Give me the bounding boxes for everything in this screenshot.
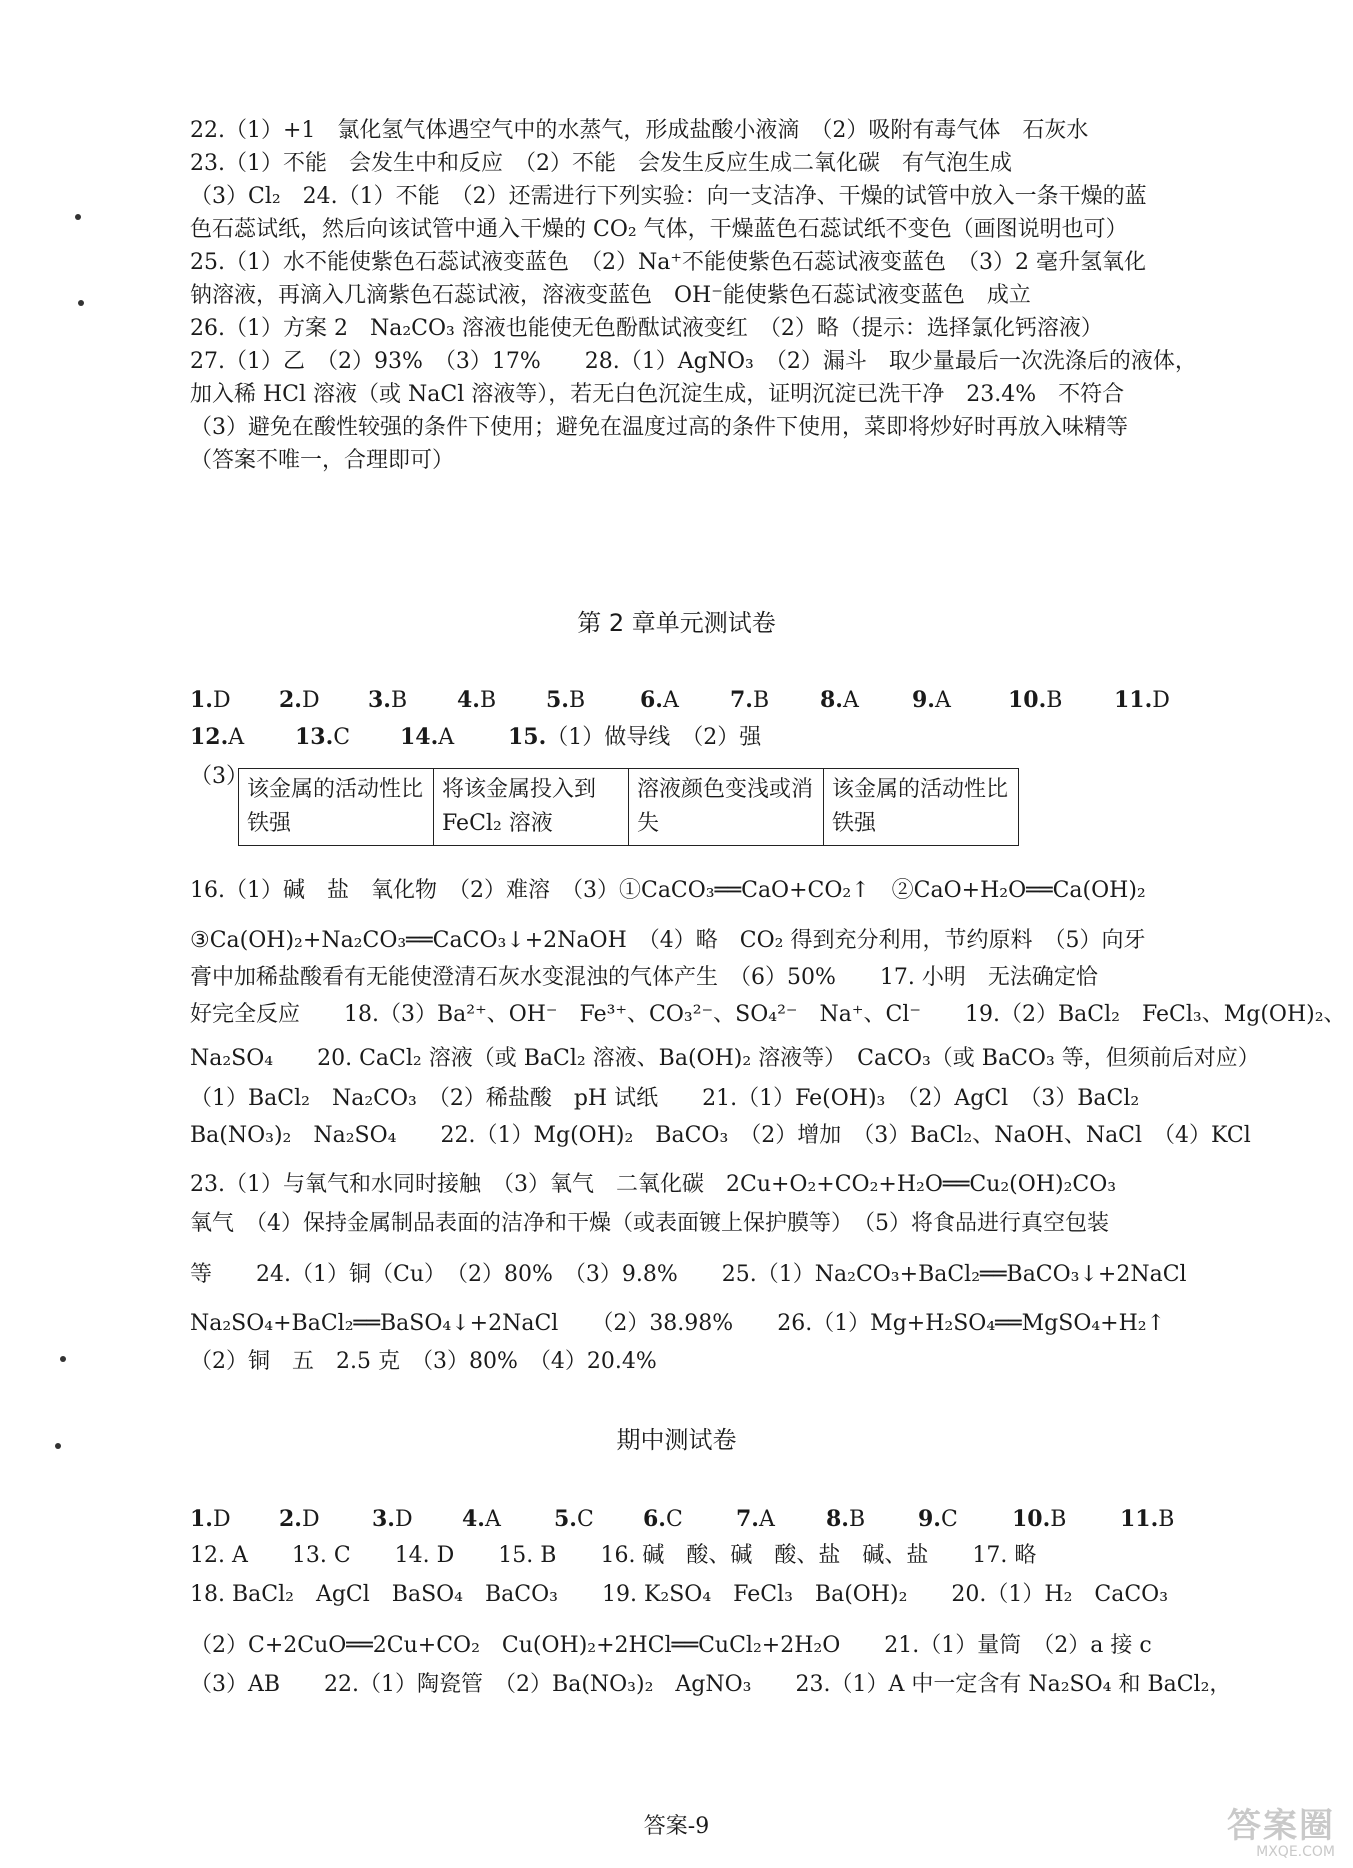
question-label: （3） <box>190 764 248 789</box>
mcq-item: 1.D <box>190 1506 231 1532</box>
mcq-item: 10.B <box>1008 687 1063 713</box>
page-number: 答案-9 <box>643 1814 710 1839</box>
mcq-item: 7.A <box>736 1506 775 1532</box>
text-line: （2）铜 五 2.5 克 （3）80% （4）20.4% <box>190 1349 657 1374</box>
table-cell: 将该金属投入到 FeCl₂ 溶液 <box>434 769 629 846</box>
table-cell: 该金属的活动性比铁强 <box>239 769 434 846</box>
mcq-item: 9.A <box>912 687 951 713</box>
mcq-item: 14.A <box>400 724 455 750</box>
text-line: 12. A 13. C 14. D 15. B 16. 碱 酸、碱 酸、盐 碱、盐 17. 略 <box>190 1543 1037 1568</box>
mcq-item: 7.B <box>730 687 770 713</box>
table-row <box>239 769 1019 846</box>
midterm-mcq-row1 <box>190 1504 1190 1534</box>
watermark-logo: 答案圈 MXQE.COM <box>1227 1806 1335 1860</box>
mcq-item: 11.B <box>1120 1506 1175 1532</box>
text-line: Na₂SO₄ 20. CaCl₂ 溶液（或 BaCl₂ 溶液、Ba(OH)₂ 溶液等） CaCO₃（或 BaCO₃ 等，但须前后对应） <box>190 1046 1260 1071</box>
scan-speck <box>75 214 81 220</box>
text-line: 膏中加稀盐酸看有无能使澄清石灰水变混浊的气体产生 （6）50% 17. 小明 无法确定恰 <box>190 965 1098 990</box>
text-line: 等 24.（1）铜（Cu） （2）80% （3）9.8% 25.（1）Na₂CO₃+BaCl₂══BaCO₃↓+2NaCl <box>190 1262 1187 1287</box>
text-line: （3）AB 22.（1）陶瓷管 （2）Ba(NO₃)₂ AgNO₃ 23.（1）A 中一定含有 Na₂SO₄ 和 BaCl₂， <box>190 1672 1232 1697</box>
mcq-item: 15.（1）做导线 （2）强 <box>508 724 762 750</box>
mcq-item: 10.B <box>1012 1506 1067 1532</box>
mcq-item: 11.D <box>1114 687 1170 713</box>
text-line: 22.（1）+1 氯化氢气体遇空气中的水蒸气，形成盐酸小液滴 （2）吸附有毒气体 石灰水 <box>190 118 1089 143</box>
table-cell: 溶液颜色变浅或消失 <box>629 769 824 846</box>
text-line: 氧气 （4）保持金属制品表面的洁净和干燥（或表面镀上保护膜等） （5）将食品进行真空包装 <box>190 1211 1109 1236</box>
text-line: 色石蕊试纸，然后向该试管中通入干燥的 CO₂ 气体，干燥蓝色石蕊试纸不变色（画图说明也可） <box>190 217 1128 242</box>
text-line: （3）Cl₂ 24.（1）不能 （2）还需进行下列实验：向一支洁净、干燥的试管中放入一条干燥的蓝 <box>190 184 1147 209</box>
text-line: （3）避免在酸性较强的条件下使用；避免在温度过高的条件下使用，菜即将炒好时再放入味精等 <box>190 415 1129 440</box>
text-line: 18. BaCl₂ AgCl BaSO₄ BaCO₃ 19. K₂SO₄ FeCl₃ Ba(OH)₂ 20.（1）H₂ CaCO₃ <box>190 1582 1169 1607</box>
mcq-item: 9.C <box>918 1506 958 1532</box>
mcq-item: 8.B <box>826 1506 866 1532</box>
scan-speck <box>78 300 84 306</box>
text-line: 加入稀 HCl 溶液（或 NaCl 溶液等），若无白色沉淀生成，证明沉淀已洗干净 23.4% 不符合 <box>190 382 1125 407</box>
mcq-item: 5.C <box>554 1506 594 1532</box>
mcq-item: 4.B <box>457 687 497 713</box>
text-line: 26.（1）方案 2 Na₂CO₃ 溶液也能使无色酚酞试液变红 （2）略（提示：选择氯化钙溶液） <box>190 316 1103 341</box>
text-line: 25.（1）水不能使紫色石蕊试液变蓝色 （2）Na⁺不能使紫色石蕊试液变蓝色 （3）2 毫升氢氧化 <box>190 250 1146 275</box>
mcq-item: 6.A <box>640 687 679 713</box>
mcq-item: 2.D <box>279 1506 320 1532</box>
mcq-item: 4.A <box>462 1506 501 1532</box>
table-cell: 该金属的活动性比铁强 <box>824 769 1019 846</box>
text-line: （1）BaCl₂ Na₂CO₃ （2）稀盐酸 pH 试纸 21.（1）Fe(OH)₃ （2）AgCl （3）BaCl₂ <box>190 1086 1140 1111</box>
text-line: Ba(NO₃)₂ Na₂SO₄ 22.（1）Mg(OH)₂ BaCO₃ （2）增加 （3）BaCl₂、NaOH、NaCl （4）KCl <box>190 1123 1251 1148</box>
answer-table <box>238 768 1019 846</box>
text-line: 27.（1）乙 （2）93% （3）17% 28.（1）AgNO₃ （2）漏斗 取少量最后一次洗涤后的液体， <box>190 349 1197 374</box>
mcq-item: 3.D <box>372 1506 413 1532</box>
scan-speck <box>55 1443 61 1449</box>
text-line: Na₂SO₄+BaCl₂══BaSO₄↓+2NaCl （2）38.98% 26.（1）Mg+H₂SO₄══MgSO₄+H₂↑ <box>190 1311 1166 1336</box>
text-line: 钠溶液，再滴入几滴紫色石蕊试液，溶液变蓝色 OH⁻能使紫色石蕊试液变蓝色 成立 <box>190 283 1031 308</box>
chapter2-title: 第 2 章单元测试卷 <box>577 609 776 637</box>
chapter2-mcq-row1 <box>190 685 1190 715</box>
midterm-title: 期中测试卷 <box>616 1426 737 1454</box>
mcq-item: 1.D <box>190 687 231 713</box>
mcq-item: 2.D <box>279 687 320 713</box>
mcq-item: 12.A <box>190 724 245 750</box>
mcq-item: 13.C <box>295 724 351 750</box>
mcq-item: 6.C <box>643 1506 683 1532</box>
text-line: 16.（1）碱 盐 氧化物 （2）难溶 （3）①CaCO₃══CaO+CO₂↑ ②CaO+H₂O══Ca(OH)₂ <box>190 878 1146 903</box>
scan-speck <box>60 1356 66 1362</box>
text-line: 23.（1）不能 会发生中和反应 （2）不能 会发生反应生成二氧化碳 有气泡生成 <box>190 151 1012 176</box>
chapter2-mcq-row2 <box>190 722 1190 752</box>
mcq-item: 3.B <box>368 687 408 713</box>
text-line: （答案不唯一，合理即可） <box>190 448 455 473</box>
mcq-item: 5.B <box>546 687 586 713</box>
text-line: ③Ca(OH)₂+Na₂CO₃══CaCO₃↓+2NaOH （4）略 CO₂ 得到充分利用，节约原料 （5）向牙 <box>190 928 1146 953</box>
text-line: 好完全反应 18.（3）Ba²⁺、OH⁻ Fe³⁺、CO₃²⁻、SO₄²⁻ Na⁺、Cl⁻ 19.（2）BaCl₂ FeCl₃、Mg(OH)₂、 <box>190 1002 1346 1027</box>
mcq-item: 8.A <box>820 687 859 713</box>
text-line: 23.（1）与氧气和水同时接触 （3）氧气 二氧化碳 2Cu+O₂+CO₂+H₂O══Cu₂(OH)₂CO₃ <box>190 1172 1117 1197</box>
text-line: （2）C+2CuO══2Cu+CO₂ Cu(OH)₂+2HCl══CuCl₂+2H₂O 21.（1）量筒 （2）a 接 c <box>190 1633 1152 1658</box>
